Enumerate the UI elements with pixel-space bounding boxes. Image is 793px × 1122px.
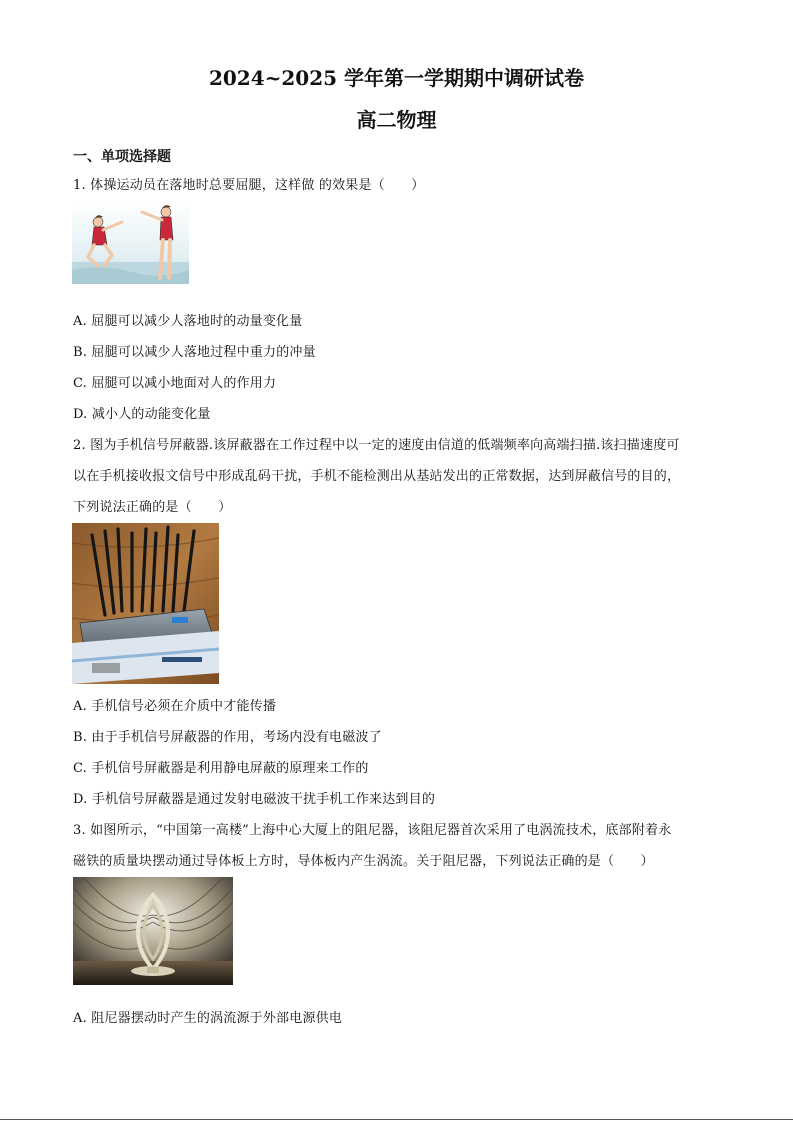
question-1-stem: 1. 体操运动员在落地时总要屈腿，这样做 的效果是（ ）	[73, 178, 425, 193]
exam-subtitle: 高二物理	[356, 108, 437, 132]
question-3-stem-line-2: 磁铁的质量块摆动通过导体板上方时，导体板内产生涡流。关于阻尼器，下列说法正确的是（ ）	[73, 854, 654, 869]
section-title: 一、单项选择题	[73, 149, 171, 165]
gymnast-image	[72, 200, 189, 284]
question-3-option-a: A. 阻尼器摆动时产生的涡流源于外部电源供电	[73, 1011, 343, 1026]
question-1-option-a: A. 屈腿可以减少人落地时的动量变化量	[73, 314, 303, 329]
question-2-option-a: A. 手机信号必须在介质中才能传播	[73, 699, 277, 714]
question-3-stem-line-1: 3. 如图所示，“中国第一高楼”上海中心大厦上的阻尼器，该阻尼器首次采用了电涡流技术，底部附着永	[73, 823, 672, 838]
question-2-option-d: D. 手机信号屏蔽器是通过发射电磁波干扰手机工作来达到目的	[73, 792, 436, 807]
signal-jammer-image	[72, 523, 219, 684]
question-2-option-b: B. 由于手机信号屏蔽器的作用，考场内没有电磁波了	[73, 730, 382, 745]
damper-image	[73, 877, 233, 985]
page-bottom-rule	[0, 1119, 793, 1120]
exam-title: 2024~2025 学年第一学期期中调研试卷	[208, 66, 585, 90]
question-2-stem-line-3: 下列说法正确的是（ ）	[73, 500, 232, 515]
question-2-stem-line-1: 2. 图为手机信号屏蔽器.该屏蔽器在工作过程中以一定的速度由信道的低端频率向高端扫描.该扫描速度可	[73, 438, 680, 453]
question-1-option-c: C. 屈腿可以减小地面对人的作用力	[73, 376, 277, 391]
question-2-option-c: C. 手机信号屏蔽器是利用静电屏蔽的原理来工作的	[73, 761, 369, 776]
question-1-option-b: B. 屈腿可以减少人落地过程中重力的冲量	[73, 345, 316, 360]
question-2-stem-line-2: 以在手机接收报文信号中形成乱码干扰，手机不能检测出从基站发出的正常数据，达到屏蔽信号的目的，	[73, 469, 681, 484]
question-1-option-d: D. 减小人的动能变化量	[73, 407, 211, 422]
